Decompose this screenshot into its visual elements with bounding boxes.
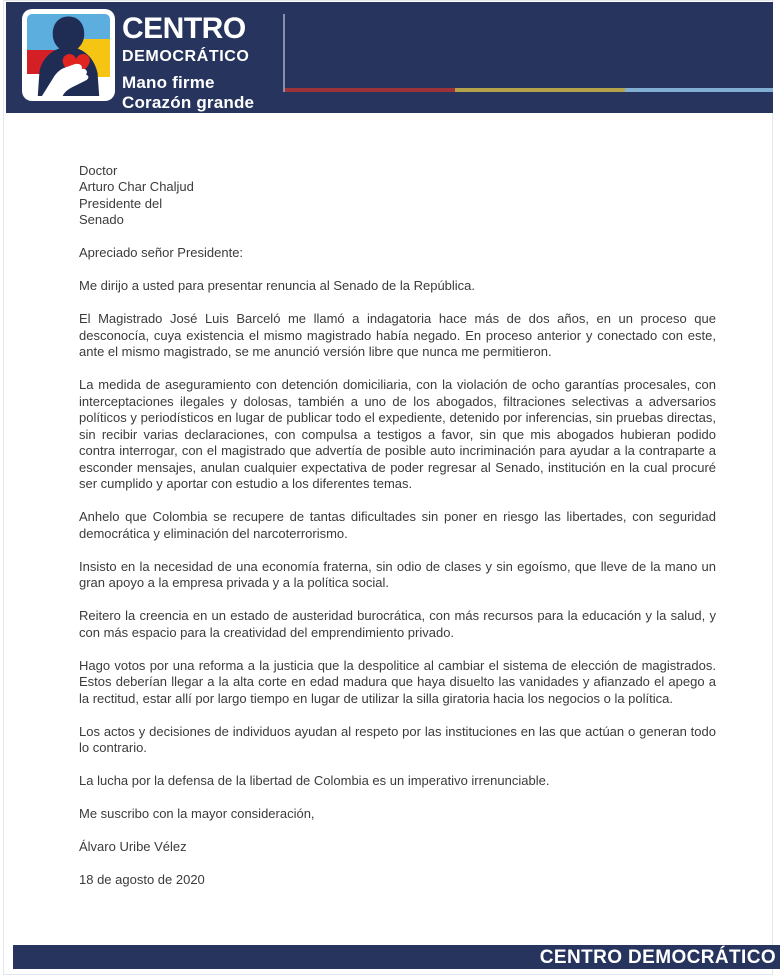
brand-name-line2: DEMOCRÁTICO (122, 48, 250, 65)
letter-body (79, 146, 716, 905)
paragraph: El Magistrado José Luis Barceló me llamó a indagatoria hace más de dos años, en un proceso que desconocía, cuya existencia el mismo magistrado había negado. En proceso anterior y conectado con este, ante el mismo magistrado, se me anunció versión libre que nunca me permitieron. (79, 311, 716, 359)
paragraph: Hago votos por una reforma a la justicia que la despolitice al cambiar el sistema de elección de magistrados. Estos deberían llegar a la alta corte en edad madura que haya disuelto las vanidades y afianzado el apego a la rectitud, estar allí por largo tiempo en lugar de utilizar la silla giratoria hacia los negocios o la política. (79, 657, 716, 706)
paragraph: Reitero la creencia en un estado de austeridad burocrática, con más recursos para la educación y la salud, y con más espacio para la creatividad del emprendimiento privado. (79, 608, 716, 640)
brand-slogan-line1: Mano firme (122, 73, 215, 92)
paragraph: Me dirijo a usted para presentar renuncia al Senado de la República. (79, 278, 476, 293)
tricolor-stripe (285, 88, 773, 92)
salutation: Apreciado señor Presidente: (79, 245, 244, 260)
letterhead-header (6, 2, 773, 113)
party-logo-emblem (27, 14, 110, 96)
footer-brand: CENTRO DEMOCRÁTICO (539, 946, 776, 968)
stripe-blue-segment (625, 88, 773, 92)
paragraph: Anhelo que Colombia se recupere de tantas dificultades sin poner en riesgo las libertades, con seguridad democrática y eliminación del narcoterrorismo. (79, 509, 716, 541)
stripe-gold-segment (455, 88, 625, 92)
header-divider (283, 14, 285, 92)
recipient-line: Arturo Char Chaljud (79, 179, 194, 194)
letter-date: 18 de agosto de 2020 (79, 872, 205, 887)
stripe-red-segment (285, 88, 455, 92)
recipient-line: Presidente del (79, 195, 163, 211)
brand-name-line1: CENTRO (122, 12, 246, 45)
recipient-line: Doctor (79, 162, 118, 178)
brand-slogan-line2: Corazón grande (122, 93, 255, 112)
party-logo (22, 9, 115, 101)
paragraph: Los actos y decisiones de individuos ayudan al respeto por las instituciones en las que actúan o generan todo lo contrario. (79, 723, 716, 755)
recipient-line: Senado (79, 212, 124, 227)
person-silhouette-icon (27, 14, 110, 96)
closing-line: Me suscribo con la mayor consideración, (79, 806, 315, 821)
paragraph: La lucha por la defensa de la libertad de Colombia es un imperativo irrenunciable. (79, 773, 550, 788)
footer-bar (13, 945, 780, 969)
paragraph: La medida de aseguramiento con detención domiciliaria, con la violación de ocho garantías procesales, con interceptaciones ilegales y dolosas, también a uno de los abogados, filtraciones selectivas a adversarios políticos y periodísticos en lugar de publicar todo el expediente, detenido por inferencias, sin pruebas directas, sin recibir varias declaraciones, con compulsa a testigos a favor, sin que mis abogados hubieran podido contra interrogar, con el magistrado que advertía de posible auto incriminación para ayudar a la contraparte a esconder mensajes, anulan cualquier expectativa de poder regresar al Senado, institución en la cual procuré ser cumplido y aportar con estudio a los diferentes temas. (79, 377, 716, 491)
brand-block (122, 14, 254, 111)
paragraph: Insisto en la necesidad de una economía fraterna, sin odio de clases y sin egoísmo, que lleve de la mano un gran apoyo a la empresa privada y a la política social. (79, 558, 716, 590)
signature-name: Álvaro Uribe Vélez (79, 839, 187, 854)
